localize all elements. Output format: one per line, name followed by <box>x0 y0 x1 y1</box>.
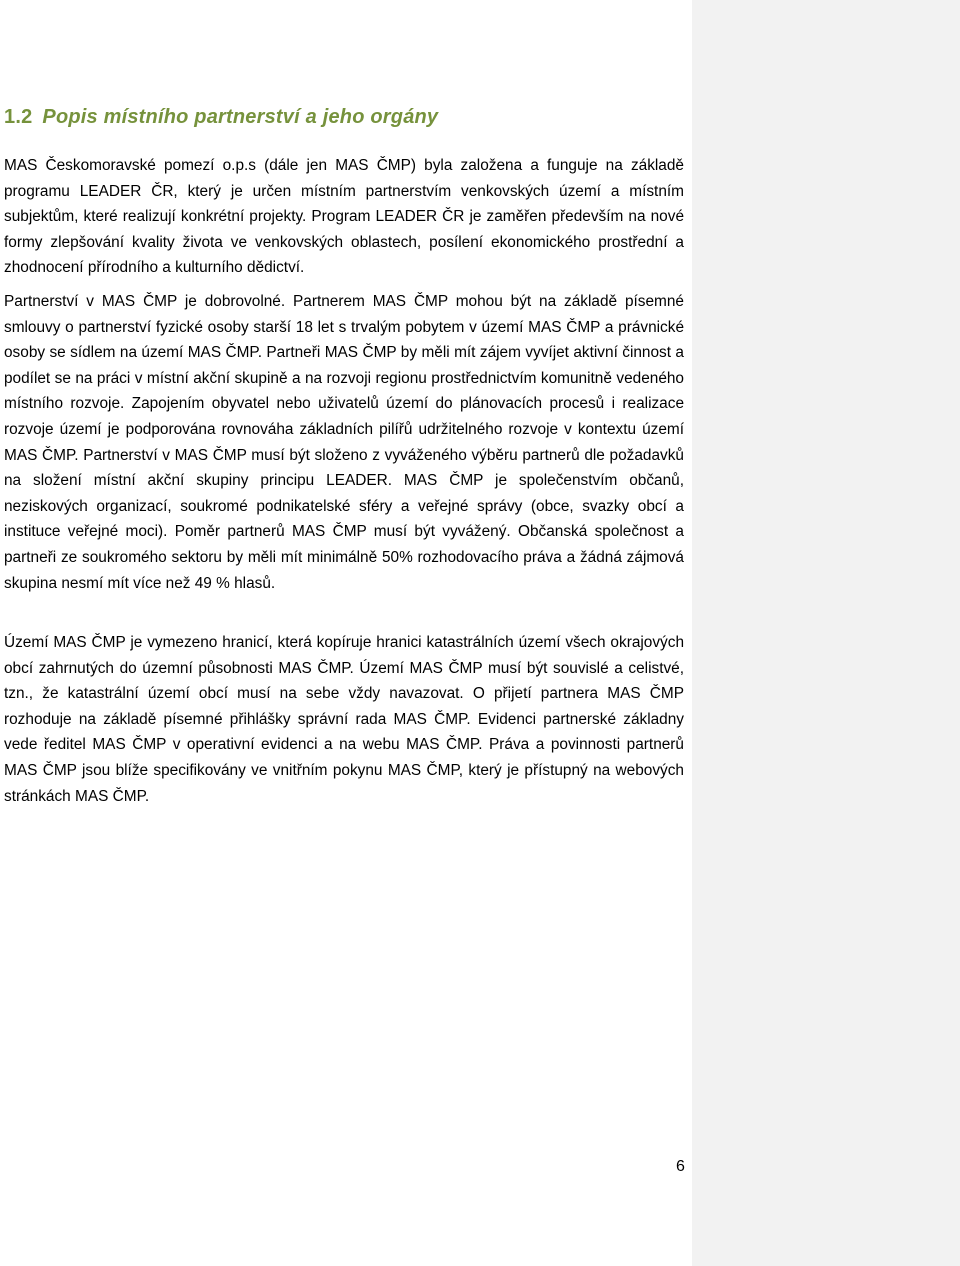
page-number: 6 <box>676 1158 685 1175</box>
comment-margin-pane <box>692 0 960 1266</box>
paragraph-territory: Území MAS ČMP je vymezeno hranicí, která kopíruje hranici katastrálních území všech okrajových obcí zahrnutých do územní působnosti MAS ČMP. Území MAS ČMP musí být souvislé a celistvé, tzn., že katastrální území obcí musí na sebe vždy navazovat. O přijetí partnera MAS ČMP rozhoduje na základě písemné přihlášky správní rada MAS ČMP. Evidenci partnerské základny vede ředitel MAS ČMP v operativní evidenci a na webu MAS ČMP. Práva a povinnosti partnerů MAS ČMP jsou blíže specifikovány ve vnitřním pokynu MAS ČMP, který je přístupný na webových stránkách MAS ČMP. <box>4 634 684 805</box>
section-heading <box>4 106 438 129</box>
section-title: Popis místního partnerství a jeho orgány <box>42 106 439 128</box>
paragraph-intro: MAS Českomoravské pomezí o.p.s (dále jen MAS ČMP) byla založena a funguje na základě programu LEADER ČR, který je určen místním partnerstvím venkovských území a místním subjektům, které realizují konkrétní projekty. Program LEADER ČR je zaměřen především na nové formy zlepšování kvality života ve venkovských oblastech, posílení ekonomického prostřední a zhodnocení přírodního a kulturního dědictví. <box>4 157 684 277</box>
paragraph-partnership: Partnerství v MAS ČMP je dobrovolné. Partnerem MAS ČMP mohou být na základě písemné smlouvy o partnerství fyzické osoby starší 18 let s trvalým pobytem v území MAS ČMP a právnické osoby se sídlem na území MAS ČMP. Partneři MAS ČMP by měli mít zájem vyvíjet aktivní činnost a podílet se na práci v místní akční skupině a na rozvoji regionu prostřednictvím komunitně vedeného místního rozvoje. Zapojením obyvatel nebo uživatelů území do plánovacích procesů i realizace rozvoje území je podporována rovnováha základních pilířů udržitelného rozvoje v kontextu území MAS ČMP. Partnerství v MAS ČMP musí být složeno z vyváženého výběru partnerů dle požadavků na složení místní akční skupiny principu LEADER. MAS ČMP je společenstvím občanů, neziskových organizací, soukromé podnikatelské sféry a veřejné správy (obce, svazky obcí a instituce veřejné moci). Poměr partnerů MAS ČMP musí být vyvážený. Občanská společnost a partneři ze soukromého sektoru by měli mít minimálně 50% rozhodovacího práva a žádná zájmová skupina nesmí mít více než 49 % hlasů. <box>4 293 684 592</box>
section-number: 1.2 <box>4 106 33 128</box>
